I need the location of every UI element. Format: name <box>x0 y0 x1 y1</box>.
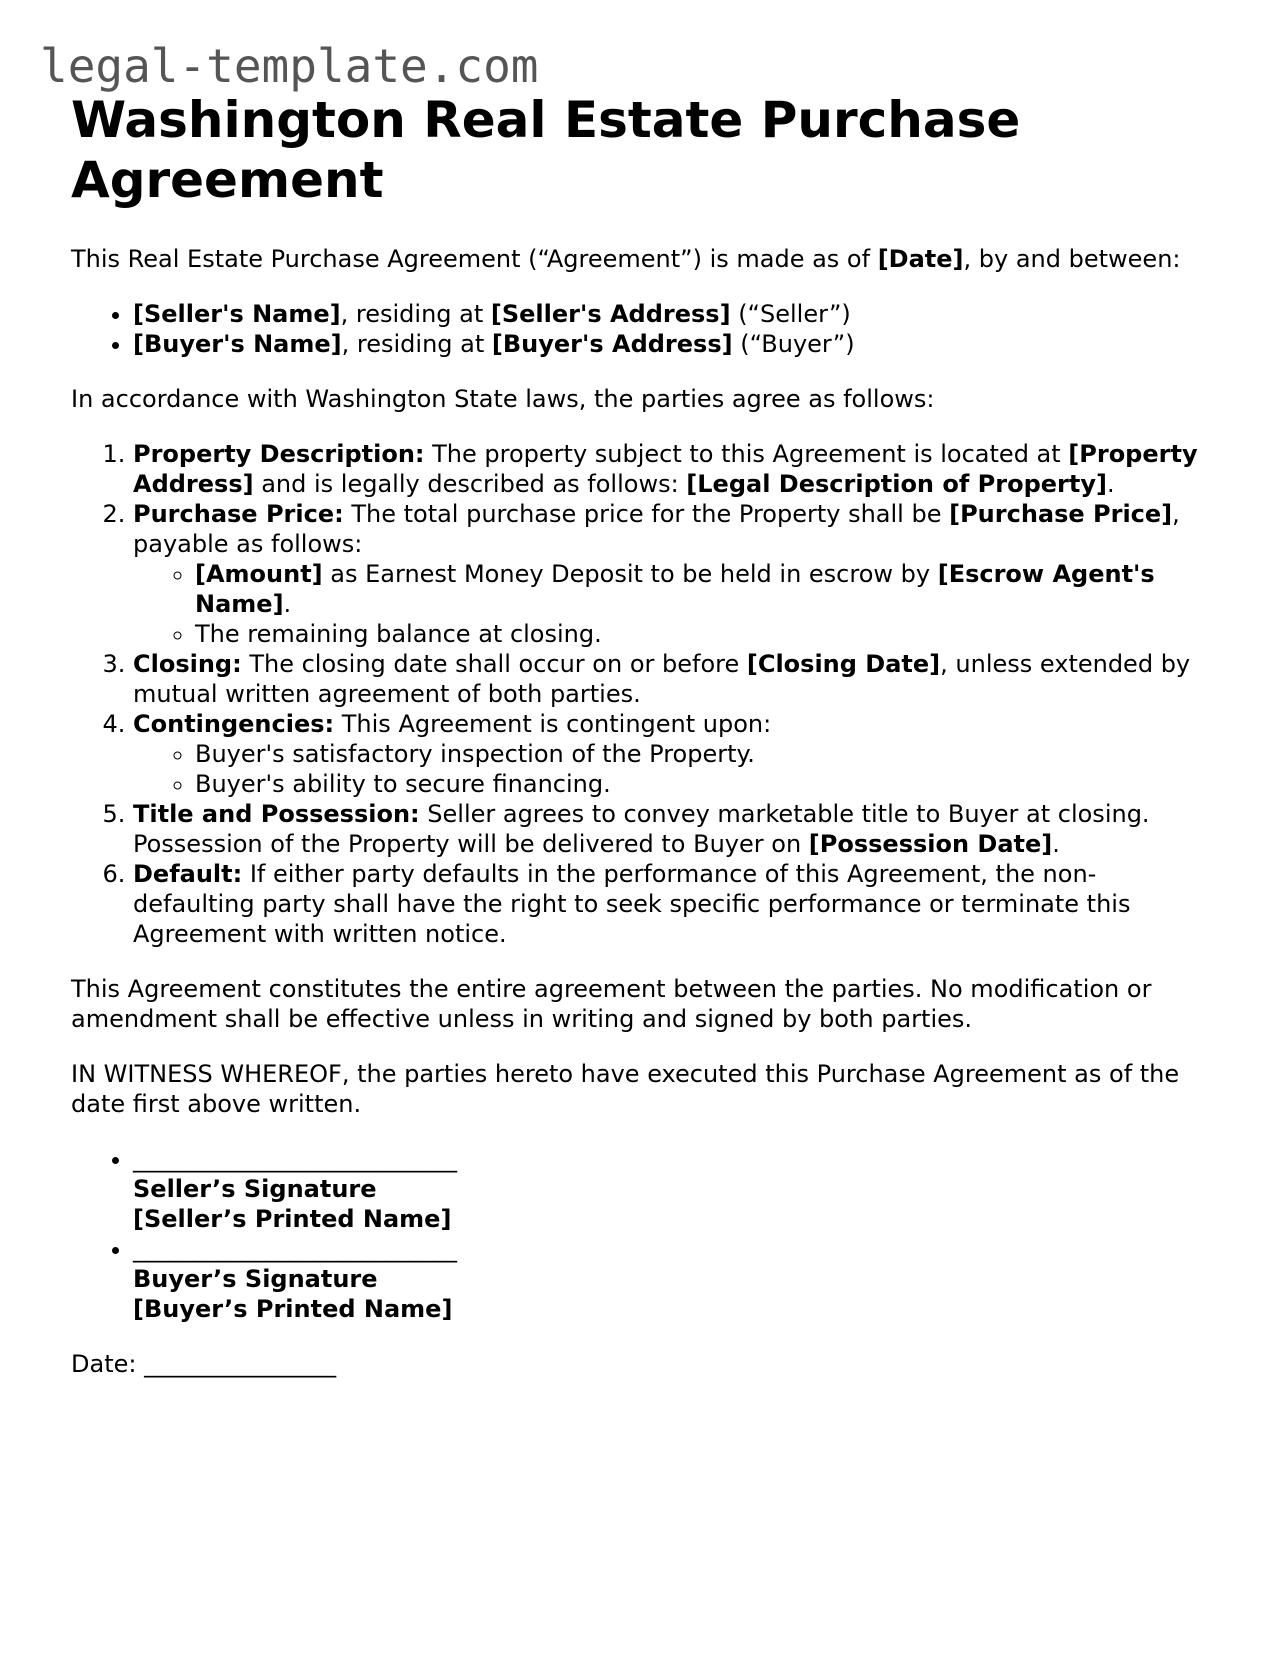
list-item: ◦ The remaining balance at closing. <box>195 619 1211 649</box>
term-label: Property Description: <box>133 440 425 468</box>
page-title: Washington Real Estate Purchase Agreement <box>71 91 1021 209</box>
term-label: Contingencies: <box>133 710 335 738</box>
date-blank: ________________ <box>144 1350 337 1378</box>
party-text: , residing at <box>341 330 492 358</box>
payment-sublist <box>133 559 1211 649</box>
date-line <box>71 1349 1211 1379</box>
term-label: Title and Possession: <box>133 800 420 828</box>
seller-signature-block <box>133 1144 1211 1234</box>
term-purchase-price <box>133 499 1211 649</box>
seller-name-placeholder: [Seller's Name] <box>133 300 341 328</box>
intro-text: This Real Estate Purchase Agreement (“Agreement”) is made as of <box>71 245 878 273</box>
purchase-price-placeholder: [Purchase Price] <box>949 500 1173 528</box>
term-title-possession <box>133 799 1211 859</box>
term-label: Closing: <box>133 650 242 678</box>
term-text: . <box>1052 830 1060 858</box>
escrow-agent-placeholder: [Escrow Agent's Name] <box>195 560 1155 618</box>
party-text: , residing at <box>340 300 491 328</box>
list-item: ◦ Buyer's ability to secure financing. <box>195 769 1211 799</box>
term-text: . <box>283 590 292 618</box>
legal-description-placeholder: [Legal Description of Property] <box>686 470 1107 498</box>
term-closing <box>133 649 1211 709</box>
seller-address-placeholder: [Seller's Address] <box>490 300 731 328</box>
term-text: , unless extended by mutual written agreement of both parties. <box>133 650 1191 708</box>
term-default <box>133 859 1211 949</box>
signatures-list <box>71 1144 1211 1324</box>
parties-list <box>71 299 1211 359</box>
buyer-address-placeholder: [Buyer's Address] <box>491 330 733 358</box>
term-contingencies <box>133 709 1211 799</box>
closing-date-placeholder: [Closing Date] <box>746 650 941 678</box>
term-text: This Agreement is contingent upon: <box>334 710 772 738</box>
term-text: Seller agrees to convey marketable title to Buyer at closing. Possession of the Property will be delivered to Buyer on <box>133 800 1150 858</box>
date-label: Date: <box>71 1350 145 1378</box>
seller-printed-name: [Seller’s Printed Name] <box>133 1205 452 1233</box>
term-text: and is legally described as follows: <box>253 470 687 498</box>
term-label: Default: <box>133 860 243 888</box>
party-role: (“Seller”) <box>730 300 851 328</box>
term-text: The closing date shall occur on or before <box>241 650 747 678</box>
buyer-signature-line: • ___________________________ <box>133 1235 457 1263</box>
contingencies-sublist <box>133 739 1211 799</box>
term-text: as Earnest Money Deposit to be held in escrow by <box>322 560 938 588</box>
possession-date-placeholder: [Possession Date] <box>808 830 1053 858</box>
list-item <box>133 299 1211 329</box>
entire-agreement-paragraph: This Agreement constitutes the entire agreement between the parties. No modification or amendment shall be effective unless in writing and signed by both parties. <box>71 975 1152 1033</box>
list-item <box>133 329 1211 359</box>
term-text: , payable as follows: <box>133 500 1180 558</box>
seller-signature-label: Seller’s Signature <box>133 1175 377 1203</box>
terms-list <box>71 439 1211 949</box>
buyer-printed-name: [Buyer’s Printed Name] <box>133 1295 453 1323</box>
list-item: ◦ Buyer's satisfactory inspection of the Property. <box>195 739 1211 769</box>
witness-paragraph: IN WITNESS WHEREOF, the parties hereto have executed this Purchase Agreement as of the date first above written. <box>71 1060 1180 1118</box>
term-text: The total purchase price for the Property shall be <box>343 500 950 528</box>
term-property-description <box>133 439 1211 499</box>
party-role: (“Buyer”) <box>732 330 855 358</box>
site-watermark: legal-template.com <box>40 39 539 93</box>
intro-text-end: , by and between: <box>963 245 1181 273</box>
term-text: The property subject to this Agreement is located at <box>424 440 1069 468</box>
intro-paragraph <box>71 244 1211 274</box>
buyer-signature-label: Buyer’s Signature <box>133 1265 378 1293</box>
agreement-document <box>71 90 1211 1404</box>
buyer-signature-block <box>133 1234 1211 1324</box>
amount-placeholder: [Amount] <box>195 560 323 588</box>
term-text: . <box>1106 470 1115 498</box>
accordance-paragraph: In accordance with Washington State laws, the parties agree as follows: <box>71 385 935 413</box>
list-item <box>195 559 1211 619</box>
agreement-date-placeholder: [Date] <box>877 245 964 273</box>
buyer-name-placeholder: [Buyer's Name] <box>133 330 342 358</box>
seller-signature-line: • ___________________________ <box>133 1145 457 1173</box>
term-label: Purchase Price: <box>133 500 344 528</box>
property-address-placeholder: [Property Address] <box>133 440 1198 498</box>
term-text: If either party defaults in the performance of this Agreement, the non-defaulting party shall have the right to seek specific performance or terminate this Agreement with written notice. <box>133 860 1131 948</box>
